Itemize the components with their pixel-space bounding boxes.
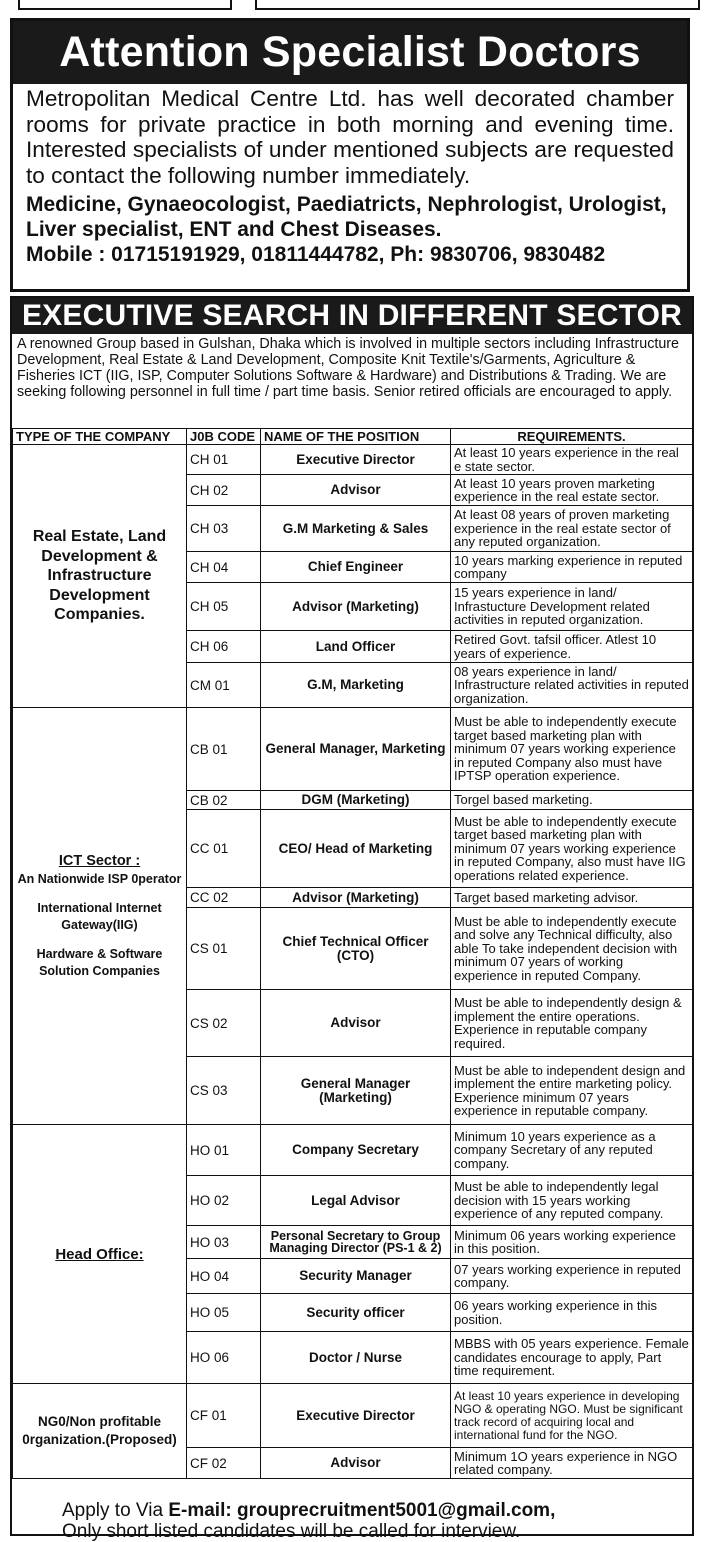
previous-ad-border-left bbox=[18, 0, 232, 10]
position-name: Personal Secretary to Group Managing Director (PS-1 & 2) bbox=[261, 1226, 451, 1259]
group-head-office: Head Office: bbox=[13, 1125, 187, 1384]
position-name: Company Secretary bbox=[261, 1125, 451, 1176]
requirements: At least 08 years of proven marketing experience in the real estate sector of any reputed organization. bbox=[451, 506, 693, 552]
job-code: CC 01 bbox=[187, 810, 261, 888]
requirements: At least 10 years experience in the real e state sector. bbox=[451, 445, 693, 475]
position-name: Chief Technical Officer (CTO) bbox=[261, 908, 451, 990]
position-name: Executive Director bbox=[261, 445, 451, 475]
table-row bbox=[13, 1384, 693, 1448]
requirements: Must be able to independently design & implement the entire operations. Experience in reputable company required. bbox=[451, 990, 693, 1057]
requirements: At least 10 years experience in developing NGO & operating NGO. Must be significant track record of acquiring local and international fund for the NGO. bbox=[451, 1384, 693, 1448]
doctors-ad-title: Attention Specialist Doctors bbox=[13, 21, 687, 84]
requirements: Retired Govt. tafsil officer. Atlest 10 years of experience. bbox=[451, 631, 693, 663]
column-header-company-type: TYPE OF THE COMPANY bbox=[13, 429, 187, 445]
requirements: 15 years experience in land/ Infrastucture Development related activities in reputed organization. bbox=[451, 583, 693, 631]
table-row bbox=[13, 708, 693, 791]
group-ngo: NG0/Non profitable 0rganization.(Proposed) bbox=[13, 1384, 187, 1479]
job-code: HO 05 bbox=[187, 1294, 261, 1332]
position-name: Security Manager bbox=[261, 1259, 451, 1294]
group-ict-sector bbox=[13, 708, 187, 1125]
position-name: Executive Director bbox=[261, 1384, 451, 1448]
position-name: Security officer bbox=[261, 1294, 451, 1332]
position-name: Advisor (Marketing) bbox=[261, 583, 451, 631]
requirements: Torgel based marketing. bbox=[451, 791, 693, 810]
position-name: G.M, Marketing bbox=[261, 663, 451, 708]
requirements: 07 years working experience in reputed company. bbox=[451, 1259, 693, 1294]
job-code: CB 01 bbox=[187, 708, 261, 791]
doctors-ad-mobile: Mobile : 01715191929, 01811444782, Ph: 9830706, 9830482 bbox=[26, 243, 606, 267]
executive-search-ad bbox=[10, 296, 694, 1536]
job-code: CH 04 bbox=[187, 552, 261, 583]
position-name: Advisor bbox=[261, 475, 451, 506]
column-header-job-code: J0B CODE bbox=[187, 429, 261, 445]
executive-search-intro: A renowned Group based in Gulshan, Dhaka which is involved in multiple sectors including Infrastructure Development, Real Estate & Land Development, Composite Knit Textile's/Garments, Agriculture & Fisheries ICT (IIG, ISP, Computer Solutions Software & Hardware) and Distributions & Trading. We are seeking following personnel in full time / part time basis. Senior retired officials are encouraged to apply. bbox=[17, 336, 679, 400]
requirements: 06 years working experience in this position. bbox=[451, 1294, 693, 1332]
job-code: HO 01 bbox=[187, 1125, 261, 1176]
table-header-row bbox=[13, 429, 693, 445]
doctors-ad bbox=[10, 18, 690, 292]
group-ict-title: ICT Sector : bbox=[58, 852, 141, 869]
job-code: CH 05 bbox=[187, 583, 261, 631]
requirements: Minimum 10 years experience as a company Secretary of any reputed company. bbox=[451, 1125, 693, 1176]
apply-email: E-mail: grouprecruitment5001@gmail.com, bbox=[168, 1500, 556, 1521]
job-code: CH 02 bbox=[187, 475, 261, 506]
group-ict-hardware: Hardware & Software Solution Companies bbox=[36, 946, 163, 978]
table-row bbox=[13, 1125, 693, 1176]
position-name: Advisor (Marketing) bbox=[261, 888, 451, 908]
position-name: General Manager, Marketing bbox=[261, 708, 451, 791]
group-ict-isp: An Nationwide ISP 0perator bbox=[17, 871, 182, 886]
job-code: CM 01 bbox=[187, 663, 261, 708]
job-code: CS 01 bbox=[187, 908, 261, 990]
job-code: CC 02 bbox=[187, 888, 261, 908]
column-header-requirements: REQUIREMENTS. bbox=[451, 429, 693, 445]
requirements: Must be able to independent design and implement the entire marketing policy. Experience minimum 07 years experience in reputable company. bbox=[451, 1057, 693, 1125]
apply-note: Only short listed candidates will be called for interview. bbox=[62, 1521, 521, 1542]
jobs-table bbox=[12, 428, 693, 1479]
position-name: G.M Marketing & Sales bbox=[261, 506, 451, 552]
requirements: Must be able to independently execute target based marketing plan with minimum 07 years working experience in reputed Company, also must have IIG operations related experience. bbox=[451, 810, 693, 888]
requirements: Minimum 1O years experience in NGO related company. bbox=[451, 1448, 693, 1479]
position-name: Advisor bbox=[261, 1448, 451, 1479]
position-name: Legal Advisor bbox=[261, 1176, 451, 1226]
doctors-ad-subjects: Medicine, Gynaeocologist, Paediatricts, Nephrologist, Urologist, Liver specialist, ENT and Chest Diseases. bbox=[26, 193, 667, 242]
apply-section bbox=[62, 1500, 555, 1542]
requirements: 08 years experience in land/ Infrastructure related activities in reputed organization. bbox=[451, 663, 693, 708]
position-name: DGM (Marketing) bbox=[261, 791, 451, 810]
job-code: CF 01 bbox=[187, 1384, 261, 1448]
job-code: HO 06 bbox=[187, 1332, 261, 1384]
position-name: Land Officer bbox=[261, 631, 451, 663]
requirements: Must be able to independently execute and solve any Technical difficulty, also able To take independent decision with minimum 07 years of working experience in reputed Company. bbox=[451, 908, 693, 990]
table-row bbox=[13, 445, 693, 475]
apply-prefix: Apply to Via bbox=[62, 1500, 164, 1521]
job-code: CH 01 bbox=[187, 445, 261, 475]
job-code: CF 02 bbox=[187, 1448, 261, 1479]
position-name: Doctor / Nurse bbox=[261, 1332, 451, 1384]
top-strip bbox=[10, 0, 698, 10]
position-name: Advisor bbox=[261, 990, 451, 1057]
job-code: HO 03 bbox=[187, 1226, 261, 1259]
position-name: CEO/ Head of Marketing bbox=[261, 810, 451, 888]
requirements: 10 years marking experience in reputed company bbox=[451, 552, 693, 583]
position-name: Chief Engineer bbox=[261, 552, 451, 583]
column-header-position: NAME OF THE POSITION bbox=[261, 429, 451, 445]
requirements: Must be able to independently legal decision with 15 years working experience of any reputed company. bbox=[451, 1176, 693, 1226]
group-real-estate: Real Estate, Land Development & Infrastructure Development Companies. bbox=[13, 445, 187, 708]
doctors-ad-body: Metropolitan Medical Centre Ltd. has well decorated chamber rooms for private practice in both morning and evening time. Interested specialists of under mentioned subjects are requested to contact the following number immediately. bbox=[26, 86, 674, 188]
job-code: CH 06 bbox=[187, 631, 261, 663]
group-ict-iig: International Internet Gateway(IIG) bbox=[37, 900, 162, 932]
job-code: CS 02 bbox=[187, 990, 261, 1057]
position-name: General Manager (Marketing) bbox=[261, 1057, 451, 1125]
requirements: Target based marketing advisor. bbox=[451, 888, 693, 908]
previous-ad-border-right bbox=[255, 0, 700, 10]
job-code: HO 04 bbox=[187, 1259, 261, 1294]
requirements: Must be able to independently execute target based marketing plan with minimum 07 years working experience in reputed Company also must have IPTSP operation experience. bbox=[451, 708, 693, 791]
job-code: HO 02 bbox=[187, 1176, 261, 1226]
job-code: CH 03 bbox=[187, 506, 261, 552]
job-code: CB 02 bbox=[187, 791, 261, 810]
job-code: CS 03 bbox=[187, 1057, 261, 1125]
requirements: At least 10 years proven marketing experience in the real estate sector. bbox=[451, 475, 693, 506]
executive-search-title: EXECUTIVE SEARCH IN DIFFERENT SECTOR bbox=[12, 298, 692, 334]
requirements: MBBS with 05 years experience. Female candidates encourage to apply, Part time requirement. bbox=[451, 1332, 693, 1384]
requirements: Minimum 06 years working experience in this position. bbox=[451, 1226, 693, 1259]
apply-line bbox=[62, 1500, 555, 1521]
